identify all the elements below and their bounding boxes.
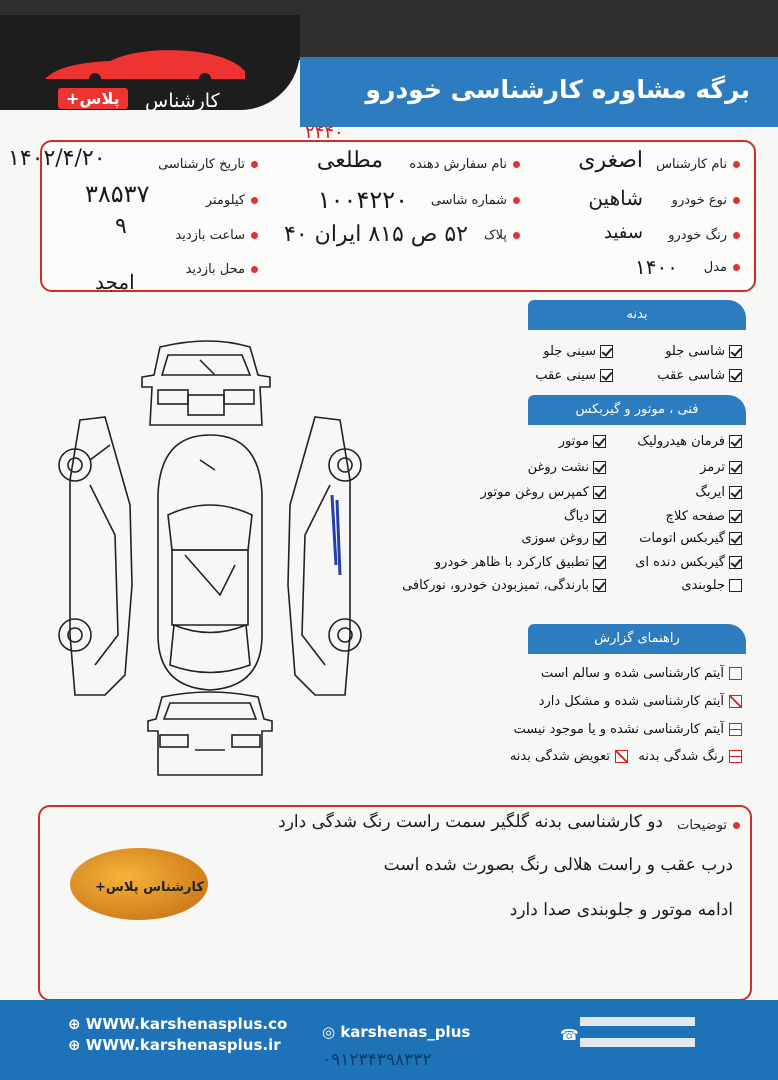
body-item-front-tray: سینی جلو [543,344,613,359]
tech-item-8: گیربکس اتومات [639,531,742,546]
phone-icon: ☎ [560,1026,579,1044]
car-logo-icon [40,45,250,85]
instagram-link[interactable]: ◎ karshenas_plus [322,1023,471,1041]
car-color-value: سفید [603,222,643,243]
tech-item-7: دیاگ [564,509,606,524]
guide-replaced: تعویض شدگی بدنه [510,749,628,764]
tech-item-4: ایربگ [695,485,742,500]
time-label: ساعت بازدید [175,228,258,243]
tech-item-11: تطبیق کارکرد با ظاهر خودرو [435,555,606,570]
tech-item-10: گیربکس دنده ای [635,555,742,570]
tech-item-3: نشت روغن [528,460,606,475]
globe-icon: ⊕ [68,1015,86,1033]
car-rear-view [148,692,272,775]
km-label: کیلومتر [206,193,258,208]
stamp-text: کارشناس پلاس+ [95,880,204,895]
tech-item-6: صفحه کلاچ [666,509,742,524]
expert-name-value: اصغری [578,148,643,173]
guide-paint: رنگ شدگی بدنه [638,749,742,764]
place-value: امجد [95,270,135,294]
place-label: محل بازدید [186,262,258,277]
car-diagram [50,335,370,785]
body-section-header: بدنه [528,300,746,330]
km-value: ۳۸۵۳۷ [85,180,150,208]
model-label: مدل [704,260,740,275]
globe-icon: ⊕ [68,1036,86,1054]
plate-value: ۵۲ ص ۸۱۵ ایران ۴۰ [284,222,468,247]
tech-item-2: ترمز [700,460,742,475]
chassis-label: شماره شاسی [431,193,520,208]
tech-item-9: روغن سوزی [522,531,606,546]
car-left-side-view [59,417,132,695]
body-item-front-chassis: شاسی جلو [665,344,742,359]
expert-name-label: نام کارشناس [656,157,740,172]
model-value: ۱۴۰۰ [635,255,678,279]
brand-text: کارشناس [145,90,220,112]
date-value: ۱۴۰۲/۴/۲۰ [8,146,106,171]
car-right-side-view [288,417,361,695]
guide-ok: آیتم کارشناسی شده و سالم است [541,666,742,681]
date-label: تاریخ کارشناسی [158,157,258,172]
car-type-label: نوع خودرو [672,193,740,208]
notes-line-1: دو کارشناسی بدنه گلگیر سمت راست رنگ شدگی دارد [278,812,663,832]
page-title: برگه مشاوره کارشناسی خودرو [365,75,750,104]
tech-section-header: فنی ، موتور و گیربکس [528,395,746,425]
handwritten-phone: ۰۹۱۲۳۴۳۹۸۳۳۲ [322,1050,432,1070]
car-color-label: رنگ خودرو [668,228,740,243]
body-item-rear-chassis: شاسی عقب [657,368,742,383]
website-link-2[interactable]: ⊕ WWW.karshenasplus.ir [68,1036,281,1054]
notes-label: توضیحات [677,818,740,833]
chassis-value: ۱۰۰۴۲۲۰ [317,186,408,214]
guide-section-header: راهنمای گزارش [528,624,746,654]
website-link-1[interactable]: ⊕ WWW.karshenasplus.co [68,1015,288,1033]
client-name-label: نام سفارش دهنده [409,157,520,172]
tech-item-13: بارندگی، تمیزبودن خودرو، نورکافی [402,578,606,593]
tech-item-12: جلوبندی [681,578,742,593]
time-value: ۹ [115,214,127,239]
notes-line-3: ادامه موتور و جلوبندی صدا دارد [509,900,733,920]
redacted-phone-2 [580,1038,695,1047]
plate-label: پلاک [484,228,520,243]
redacted-phone-1 [580,1017,695,1026]
instagram-icon: ◎ [322,1023,341,1041]
brand-badge: پلاس+ [58,88,128,109]
tech-item-1: موتور [559,434,606,449]
client-name-value: مطلعی [316,148,383,173]
client-note: ۲۴۴۰ [305,122,344,143]
tech-item-0: فرمان هیدرولیک [637,434,742,449]
car-front-view [142,341,270,425]
car-type-value: شاهین [588,186,643,210]
guide-not-checked: آیتم کارشناسی نشده و یا موجود نیست [514,722,742,737]
notes-line-2: درب عقب و راست هلالی رنگ بصورت شده است [383,855,733,875]
tech-item-5: کمپرس روغن موتور [481,485,606,500]
guide-problem: آیتم کارشناسی شده و مشکل دارد [539,694,742,709]
car-top-view [158,435,262,690]
body-item-rear-tray: سینی عقب [535,368,613,383]
